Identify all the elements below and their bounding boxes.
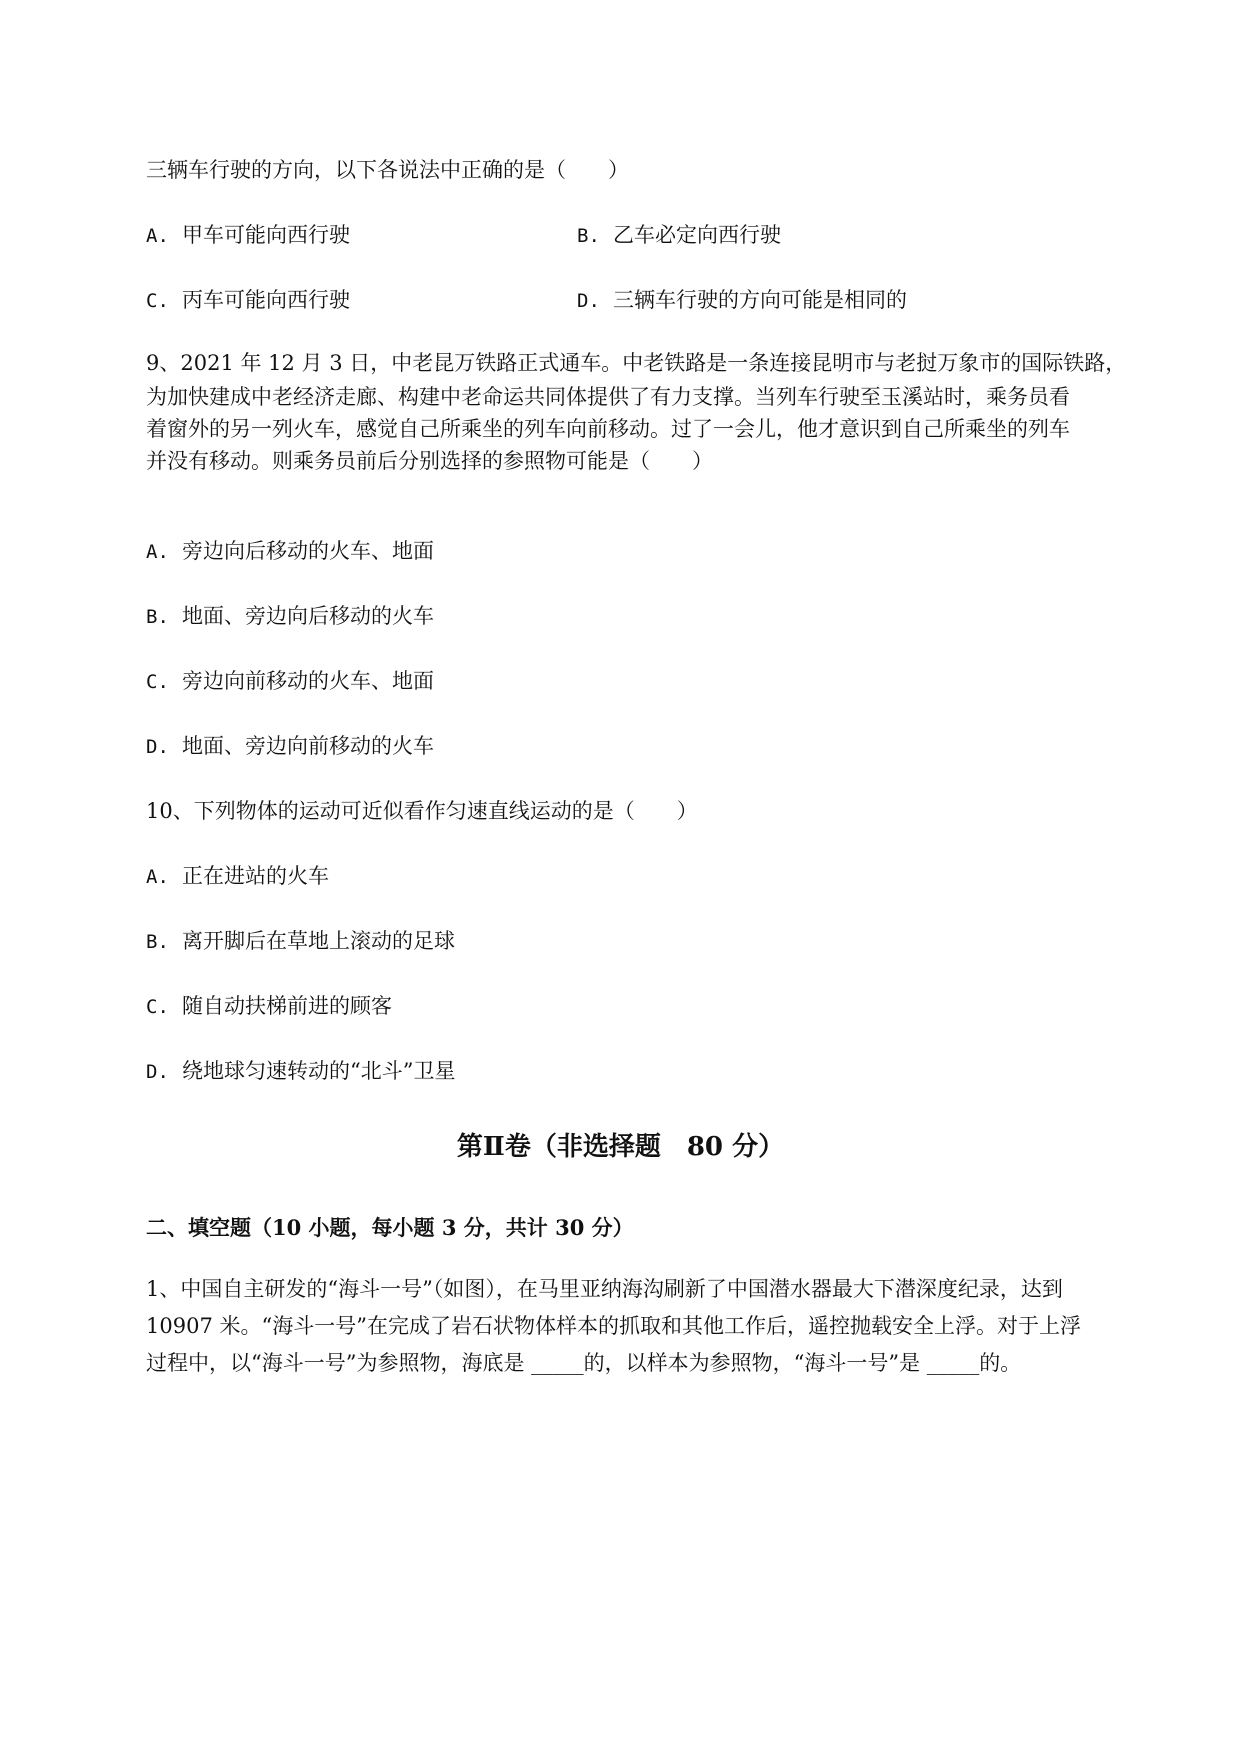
option-text: 随自动扶梯前进的顾客: [182, 994, 392, 1018]
option-text: 甲车可能向西行驶: [182, 223, 350, 247]
q9-stem-line: 9、2021 年 12 月 3 日，中老昆万铁路正式通车。中老铁路是一条连接昆明市与老挝万象市的国际铁路，: [146, 351, 1127, 375]
option-text: 丙车可能向西行驶: [182, 288, 350, 312]
option-letter: A.: [146, 866, 169, 888]
q9-stem-line: 并没有移动。则乘务员前后分别选择的参照物可能是（ ）: [146, 449, 713, 473]
option-text: 离开脚后在草地上滚动的足球: [182, 929, 455, 953]
q9-stem-line: 为加快建成中老经济走廊、构建中老命运共同体提供了有力支撑。当列车行驶至玉溪站时，乘务员看: [146, 385, 1070, 409]
q8-option-a: [146, 220, 350, 251]
q9-option-c: [146, 666, 434, 697]
option-letter: B.: [146, 606, 169, 628]
option-text: 地面、旁边向前移动的火车: [182, 734, 434, 758]
option-text: 绕地球匀速转动的“北斗”卫星: [182, 1059, 456, 1083]
option-letter: B.: [146, 931, 169, 953]
q9-option-b: [146, 601, 434, 632]
option-letter: D.: [146, 736, 169, 758]
option-letter: D.: [577, 290, 600, 312]
q9-option-d: [146, 731, 434, 762]
q9-option-a: [146, 536, 434, 567]
fill-q1-line: 10907 米。“海斗一号”在完成了岩石状物体样本的抓取和其他工作后，遥控抛载安全上浮。对于上浮: [146, 1314, 1081, 1338]
q8-option-b: [577, 220, 781, 251]
q8-option-c: [146, 285, 350, 316]
q10-option-b: [146, 926, 455, 957]
fill-q1: [146, 1272, 1146, 1380]
option-letter: A.: [146, 225, 169, 247]
option-letter: B.: [577, 225, 600, 247]
fill-in-section-heading: 二、填空题（10 小题，每小题 3 分，共计 30 分）: [146, 1215, 634, 1240]
option-text: 正在进站的火车: [182, 864, 329, 888]
option-text: 乙车必定向西行驶: [613, 223, 781, 247]
option-text: 旁边向前移动的火车、地面: [182, 669, 434, 693]
q8-stem-tail: 三辆车行驶的方向，以下各说法中正确的是（ ）: [146, 158, 629, 182]
q10-option-d: [146, 1056, 455, 1087]
option-letter: A.: [146, 541, 169, 563]
q9-stem-line: 着窗外的另一列火车，感觉自己所乘坐的列车向前移动。过了一会儿，他才意识到自己所乘坐的列车: [146, 417, 1070, 441]
q10-option-a: [146, 861, 329, 892]
option-letter: D.: [146, 1061, 169, 1083]
option-text: 旁边向后移动的火车、地面: [182, 539, 434, 563]
q8-option-d: [577, 285, 907, 316]
option-text: 三辆车行驶的方向可能是相同的: [613, 288, 907, 312]
q10-option-c: [146, 991, 392, 1022]
option-letter: C.: [146, 996, 169, 1018]
q9-stem: [146, 346, 1146, 478]
part2-title: 第Ⅱ卷（非选择题 80 分）: [456, 1132, 785, 1162]
option-text: 地面、旁边向后移动的火车: [182, 604, 434, 628]
fill-q1-line: 1、中国自主研发的“海斗一号”（如图），在马里亚纳海沟刷新了中国潜水器最大下潜深度纪录，达到: [146, 1277, 1063, 1301]
q10-stem: 10、下列物体的运动可近似看作匀速直线运动的是（ ）: [146, 799, 698, 823]
fill-q1-line: 过程中，以“海斗一号”为参照物，海底是 _____的，以样本为参照物，“海斗一号”是 _____的。: [146, 1351, 1022, 1375]
option-letter: C.: [146, 290, 169, 312]
option-letter: C.: [146, 671, 169, 693]
